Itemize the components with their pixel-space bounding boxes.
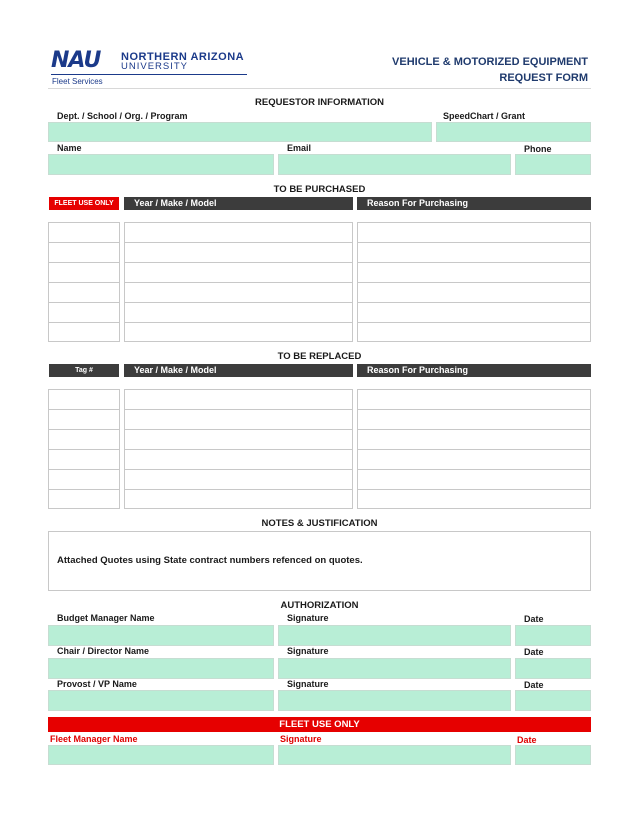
fleet-signature-field[interactable] — [278, 745, 511, 765]
authorization-section-title: AUTHORIZATION — [280, 600, 359, 611]
replaced-section-title: TO BE REPLACED — [277, 351, 362, 362]
table-row[interactable] — [125, 303, 352, 323]
email-label: Email — [287, 143, 312, 153]
budget-date-field[interactable] — [515, 625, 591, 646]
table-row[interactable] — [49, 283, 119, 303]
table-row[interactable] — [125, 430, 352, 450]
dept-field[interactable] — [48, 122, 432, 142]
table-row[interactable] — [125, 450, 352, 470]
table-row[interactable] — [358, 303, 590, 323]
nau-logo — [51, 50, 251, 88]
notes-text: Attached Quotes using State contract numbers refenced on quotes. — [57, 555, 363, 566]
logo-divider — [51, 74, 247, 75]
table-row[interactable] — [125, 263, 352, 283]
table-row[interactable] — [125, 283, 352, 303]
department-name: Fleet Services — [52, 77, 103, 86]
table-row[interactable] — [125, 490, 352, 510]
table-row[interactable] — [125, 223, 352, 243]
table-row[interactable] — [358, 450, 590, 470]
phone-field[interactable] — [515, 154, 591, 175]
replaced-tag-column — [48, 389, 120, 509]
speedchart-label: SpeedChart / Grant — [443, 111, 526, 121]
table-row[interactable] — [49, 243, 119, 263]
header-rule — [48, 88, 591, 89]
purchased-reason-column — [357, 222, 591, 342]
table-row[interactable] — [49, 303, 119, 323]
table-row[interactable] — [125, 243, 352, 263]
nau-logo-line1: NORTHERN ARIZONA — [121, 51, 245, 63]
budget-signature-field[interactable] — [278, 625, 511, 646]
table-row[interactable] — [49, 490, 119, 510]
fleet-date-label: Date — [517, 735, 537, 745]
fleet-manager-label: Fleet Manager Name — [50, 734, 138, 744]
form-title — [392, 54, 588, 86]
table-row[interactable] — [358, 323, 590, 343]
form-title-line2: REQUEST FORM — [499, 72, 588, 84]
table-row[interactable] — [358, 243, 590, 263]
provost-date-field[interactable] — [515, 690, 591, 711]
fleet-use-only-tag: FLEET USE ONLY — [49, 197, 119, 210]
chair-director-label: Chair / Director Name — [57, 646, 150, 656]
replaced-reason-header: Reason For Purchasing — [357, 364, 591, 377]
notes-section-title: NOTES & JUSTIFICATION — [261, 518, 378, 529]
name-label: Name — [57, 143, 82, 153]
provost-signature-label: Signature — [287, 679, 329, 689]
table-row[interactable] — [49, 450, 119, 470]
table-row[interactable] — [49, 410, 119, 430]
requestor-section-title: REQUESTOR INFORMATION — [255, 97, 384, 108]
fleet-manager-field[interactable] — [48, 745, 274, 765]
phone-label: Phone — [524, 144, 552, 154]
table-row[interactable] — [49, 470, 119, 490]
name-field[interactable] — [48, 154, 274, 175]
table-row[interactable] — [358, 283, 590, 303]
table-row[interactable] — [358, 490, 590, 510]
tag-number-header: Tag # — [49, 364, 119, 377]
budget-manager-label: Budget Manager Name — [57, 613, 155, 623]
notes-textarea[interactable] — [48, 531, 591, 591]
fleet-signature-label: Signature — [280, 734, 322, 744]
chair-date-field[interactable] — [515, 658, 591, 679]
table-row[interactable] — [125, 390, 352, 410]
table-row[interactable] — [358, 263, 590, 283]
table-row[interactable] — [49, 263, 119, 283]
table-row[interactable] — [49, 323, 119, 343]
fleet-use-only-banner: FLEET USE ONLY — [48, 717, 591, 732]
form-title-line1: VEHICLE & MOTORIZED EQUIPMENT — [392, 56, 588, 68]
table-row[interactable] — [358, 390, 590, 410]
chair-signature-label: Signature — [287, 646, 329, 656]
table-row[interactable] — [358, 430, 590, 450]
table-row[interactable] — [49, 223, 119, 243]
purchased-model-column — [124, 222, 353, 342]
purchased-reason-header: Reason For Purchasing — [357, 197, 591, 210]
table-row[interactable] — [358, 470, 590, 490]
nau-logo-letters: NAU — [51, 48, 101, 73]
table-row[interactable] — [358, 410, 590, 430]
table-row[interactable] — [125, 410, 352, 430]
chair-date-label: Date — [524, 647, 544, 657]
budget-date-label: Date — [524, 614, 544, 624]
provost-vp-label: Provost / VP Name — [57, 679, 137, 689]
purchased-section-title: TO BE PURCHASED — [273, 184, 366, 195]
budget-manager-field[interactable] — [48, 625, 274, 646]
budget-signature-label: Signature — [287, 613, 329, 623]
table-row[interactable] — [125, 323, 352, 343]
replaced-model-header: Year / Make / Model — [124, 364, 353, 377]
provost-date-label: Date — [524, 680, 544, 690]
purchased-fleet-column — [48, 222, 120, 342]
fleet-date-field[interactable] — [515, 745, 591, 765]
replaced-reason-column — [357, 389, 591, 509]
speedchart-field[interactable] — [436, 122, 591, 142]
purchased-model-header: Year / Make / Model — [124, 197, 353, 210]
provost-signature-field[interactable] — [278, 690, 511, 711]
dept-label: Dept. / School / Org. / Program — [57, 111, 188, 121]
replaced-model-column — [124, 389, 353, 509]
nau-logo-line2: UNIVERSITY — [121, 61, 189, 72]
email-field[interactable] — [278, 154, 511, 175]
provost-vp-field[interactable] — [48, 690, 274, 711]
chair-director-field[interactable] — [48, 658, 274, 679]
table-row[interactable] — [125, 470, 352, 490]
table-row[interactable] — [49, 430, 119, 450]
table-row[interactable] — [358, 223, 590, 243]
table-row[interactable] — [49, 390, 119, 410]
chair-signature-field[interactable] — [278, 658, 511, 679]
